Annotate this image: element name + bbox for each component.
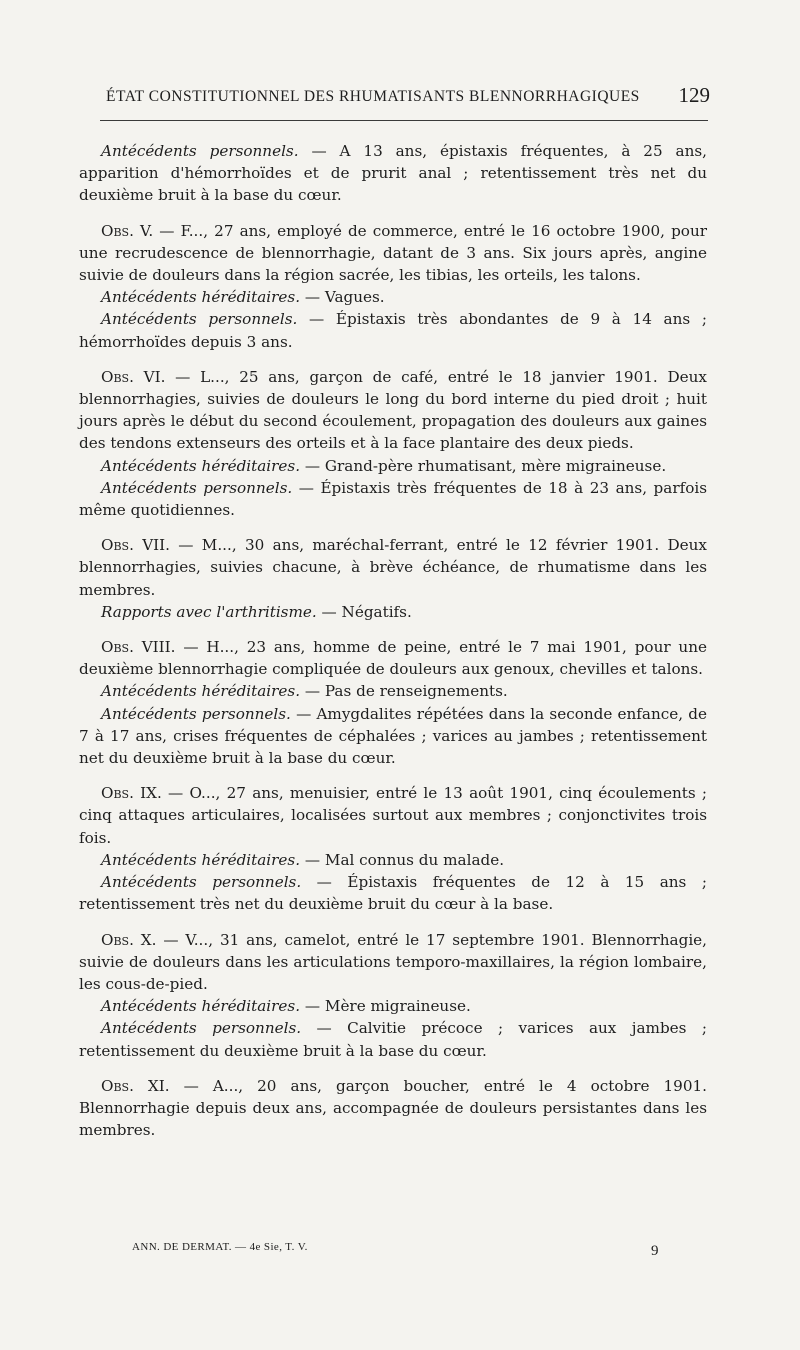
paragraph-text: — Négatifs. — [316, 602, 412, 621]
paragraph-label: Antécédents personnels. — [101, 310, 298, 329]
paragraph-label: Antécédents personnels. — [101, 142, 299, 160]
paragraph-label: Rapports avec l'arthritisme. — [101, 602, 317, 621]
paragraph-text: — Épistaxis fréquentes de 12 à 15 ans ; retentissement très net du deuxième bruit du cœur à la base. — [79, 873, 707, 914]
observation-paragraph — [79, 366, 707, 455]
paragraph-text: — A..., 20 ans, garçon boucher, entré le 4 octobre 1901. Blennorrhagie depuis deux ans, accompagnée de douleurs persistantes dans les membres. — [79, 1076, 707, 1140]
paragraph — [79, 1017, 707, 1061]
observation-paragraph — [79, 220, 707, 287]
paragraph-text: — Calvitie précoce ; varices aux jambes ; retentissement du deuxième bruit à la base du cœur. — [79, 1019, 707, 1060]
paragraph-text: — Amygdalites répétées dans la seconde enfance, de 7 à 17 ans, crises fréquentes de céphalées ; varices au jambes ; retentissement net du deuxième bruit à la base du cœur. — [79, 704, 707, 768]
page-header — [100, 83, 710, 112]
paragraph-label: Antécédents héréditaires. — [101, 456, 301, 475]
paragraph — [79, 286, 707, 308]
observation-paragraph — [79, 636, 707, 680]
observation-label: Obs. XI. — [101, 1076, 170, 1095]
paragraph-label: Antécédents personnels. — [101, 704, 291, 723]
paragraph-label: Antécédents héréditaires. — [101, 850, 301, 869]
observation-label: Obs. VIII. — [101, 638, 176, 657]
paragraph-text: — M..., 30 ans, maréchal-ferrant, entré le 12 février 1901. Deux blennorrhagies, suivies chacune, à brève échéance, de rhumatisme dans les membres. — [79, 536, 707, 599]
header-rule — [100, 120, 708, 121]
paragraph-text: — Épistaxis très abondantes de 9 à 14 ans ; hémorrhoïdes depuis 3 ans. — [79, 310, 707, 351]
paragraph — [79, 871, 707, 915]
journal-footnote: ANN. DE DERMAT. — 4e Sie, T. V. — [132, 1241, 308, 1253]
observation-label: Obs. VII. — [101, 536, 170, 555]
paragraph-label: Antécédents héréditaires. — [101, 288, 301, 307]
observation-paragraph — [79, 1075, 707, 1142]
paragraph — [79, 849, 707, 871]
paragraph — [79, 995, 707, 1017]
paragraph-label: Antécédents héréditaires. — [101, 997, 301, 1016]
body-text — [79, 140, 707, 1141]
page-number: 129 — [678, 83, 710, 107]
running-title: ÉTAT CONSTITUTIONNEL DES RHUMATISANTS BLENNORRHAGIQUES — [106, 88, 640, 105]
paragraph-text: — L..., 25 ans, garçon de café, entré le 18 janvier 1901. Deux blennorrhagies, suivies de douleurs le long du bord interne du pied droit ; huit jours après le début du second écoulement, propagation des douleurs aux gaines des tendons extenseurs des orteils et à la face plantaire des deux pieds. — [79, 367, 707, 453]
paragraph-text: — O..., 27 ans, menuisier, entré le 13 août 1901, cinq écoulements ; cinq attaques articulaires, localisées surtout aux membres ; conjonctivites trois fois. — [79, 784, 707, 847]
paragraph-text: — Mère migraineuse. — [300, 997, 471, 1016]
paragraph-text: — Épistaxis très fréquentes de 18 à 23 ans, parfois même quotidiennes. — [79, 478, 708, 520]
paragraph-text: — Pas de renseignements. — [300, 682, 508, 701]
paragraph — [79, 308, 707, 352]
paragraph — [79, 601, 707, 623]
paragraph-label: Antécédents héréditaires. — [101, 682, 301, 701]
paragraph — [79, 455, 707, 477]
paragraph-label: Antécédents personnels. — [101, 478, 293, 497]
observation-paragraph — [79, 929, 707, 996]
observation-paragraph — [79, 534, 707, 601]
signature-mark: 9 — [651, 1243, 659, 1259]
paragraph-text: — H..., 23 ans, homme de peine, entré le 7 mai 1901, pour une deuxième blennorrhagie compliquée de douleurs aux genoux, chevilles et talons. — [79, 638, 707, 679]
paragraph-text: — A 13 ans, épistaxis fréquentes, à 25 ans, apparition d'hémorrhoïdes et de prurit anal ; retentissement très net du deuxième bruit à la base du cœur. — [79, 142, 707, 205]
paragraph-text: — Vagues. — [300, 288, 385, 307]
paragraph — [79, 477, 707, 521]
paragraph — [79, 703, 707, 770]
observation-label: Obs. X. — [101, 930, 157, 949]
paragraph-text: — Grand-père rhumatisant, mère migraineuse. — [300, 456, 667, 475]
paragraph — [79, 140, 707, 207]
observation-label: Obs. VI. — [101, 367, 166, 386]
paragraph-text: — Mal connus du malade. — [300, 850, 505, 869]
paragraph-text: — F..., 27 ans, employé de commerce, entré le 16 octobre 1900, pour une recrudescence de blennorrhagie, datant de 3 ans. Six jours après, angine suivie de douleurs dans la région sacrée, les tibias, les orteils, les talons. — [79, 221, 707, 285]
paragraph-label: Antécédents personnels. — [101, 1019, 302, 1038]
observation-paragraph — [79, 782, 707, 849]
paragraph-label: Antécédents personnels. — [101, 873, 302, 892]
observation-label: Obs. IX. — [101, 784, 162, 803]
observation-label: Obs. V. — [101, 221, 154, 240]
paragraph-text: — V..., 31 ans, camelot, entré le 17 septembre 1901. Blennorrhagie, suivie de douleurs dans les articulations temporo-maxillaires, la région lombaire, les cous-de-pied. — [79, 930, 707, 993]
paragraph — [79, 680, 707, 702]
